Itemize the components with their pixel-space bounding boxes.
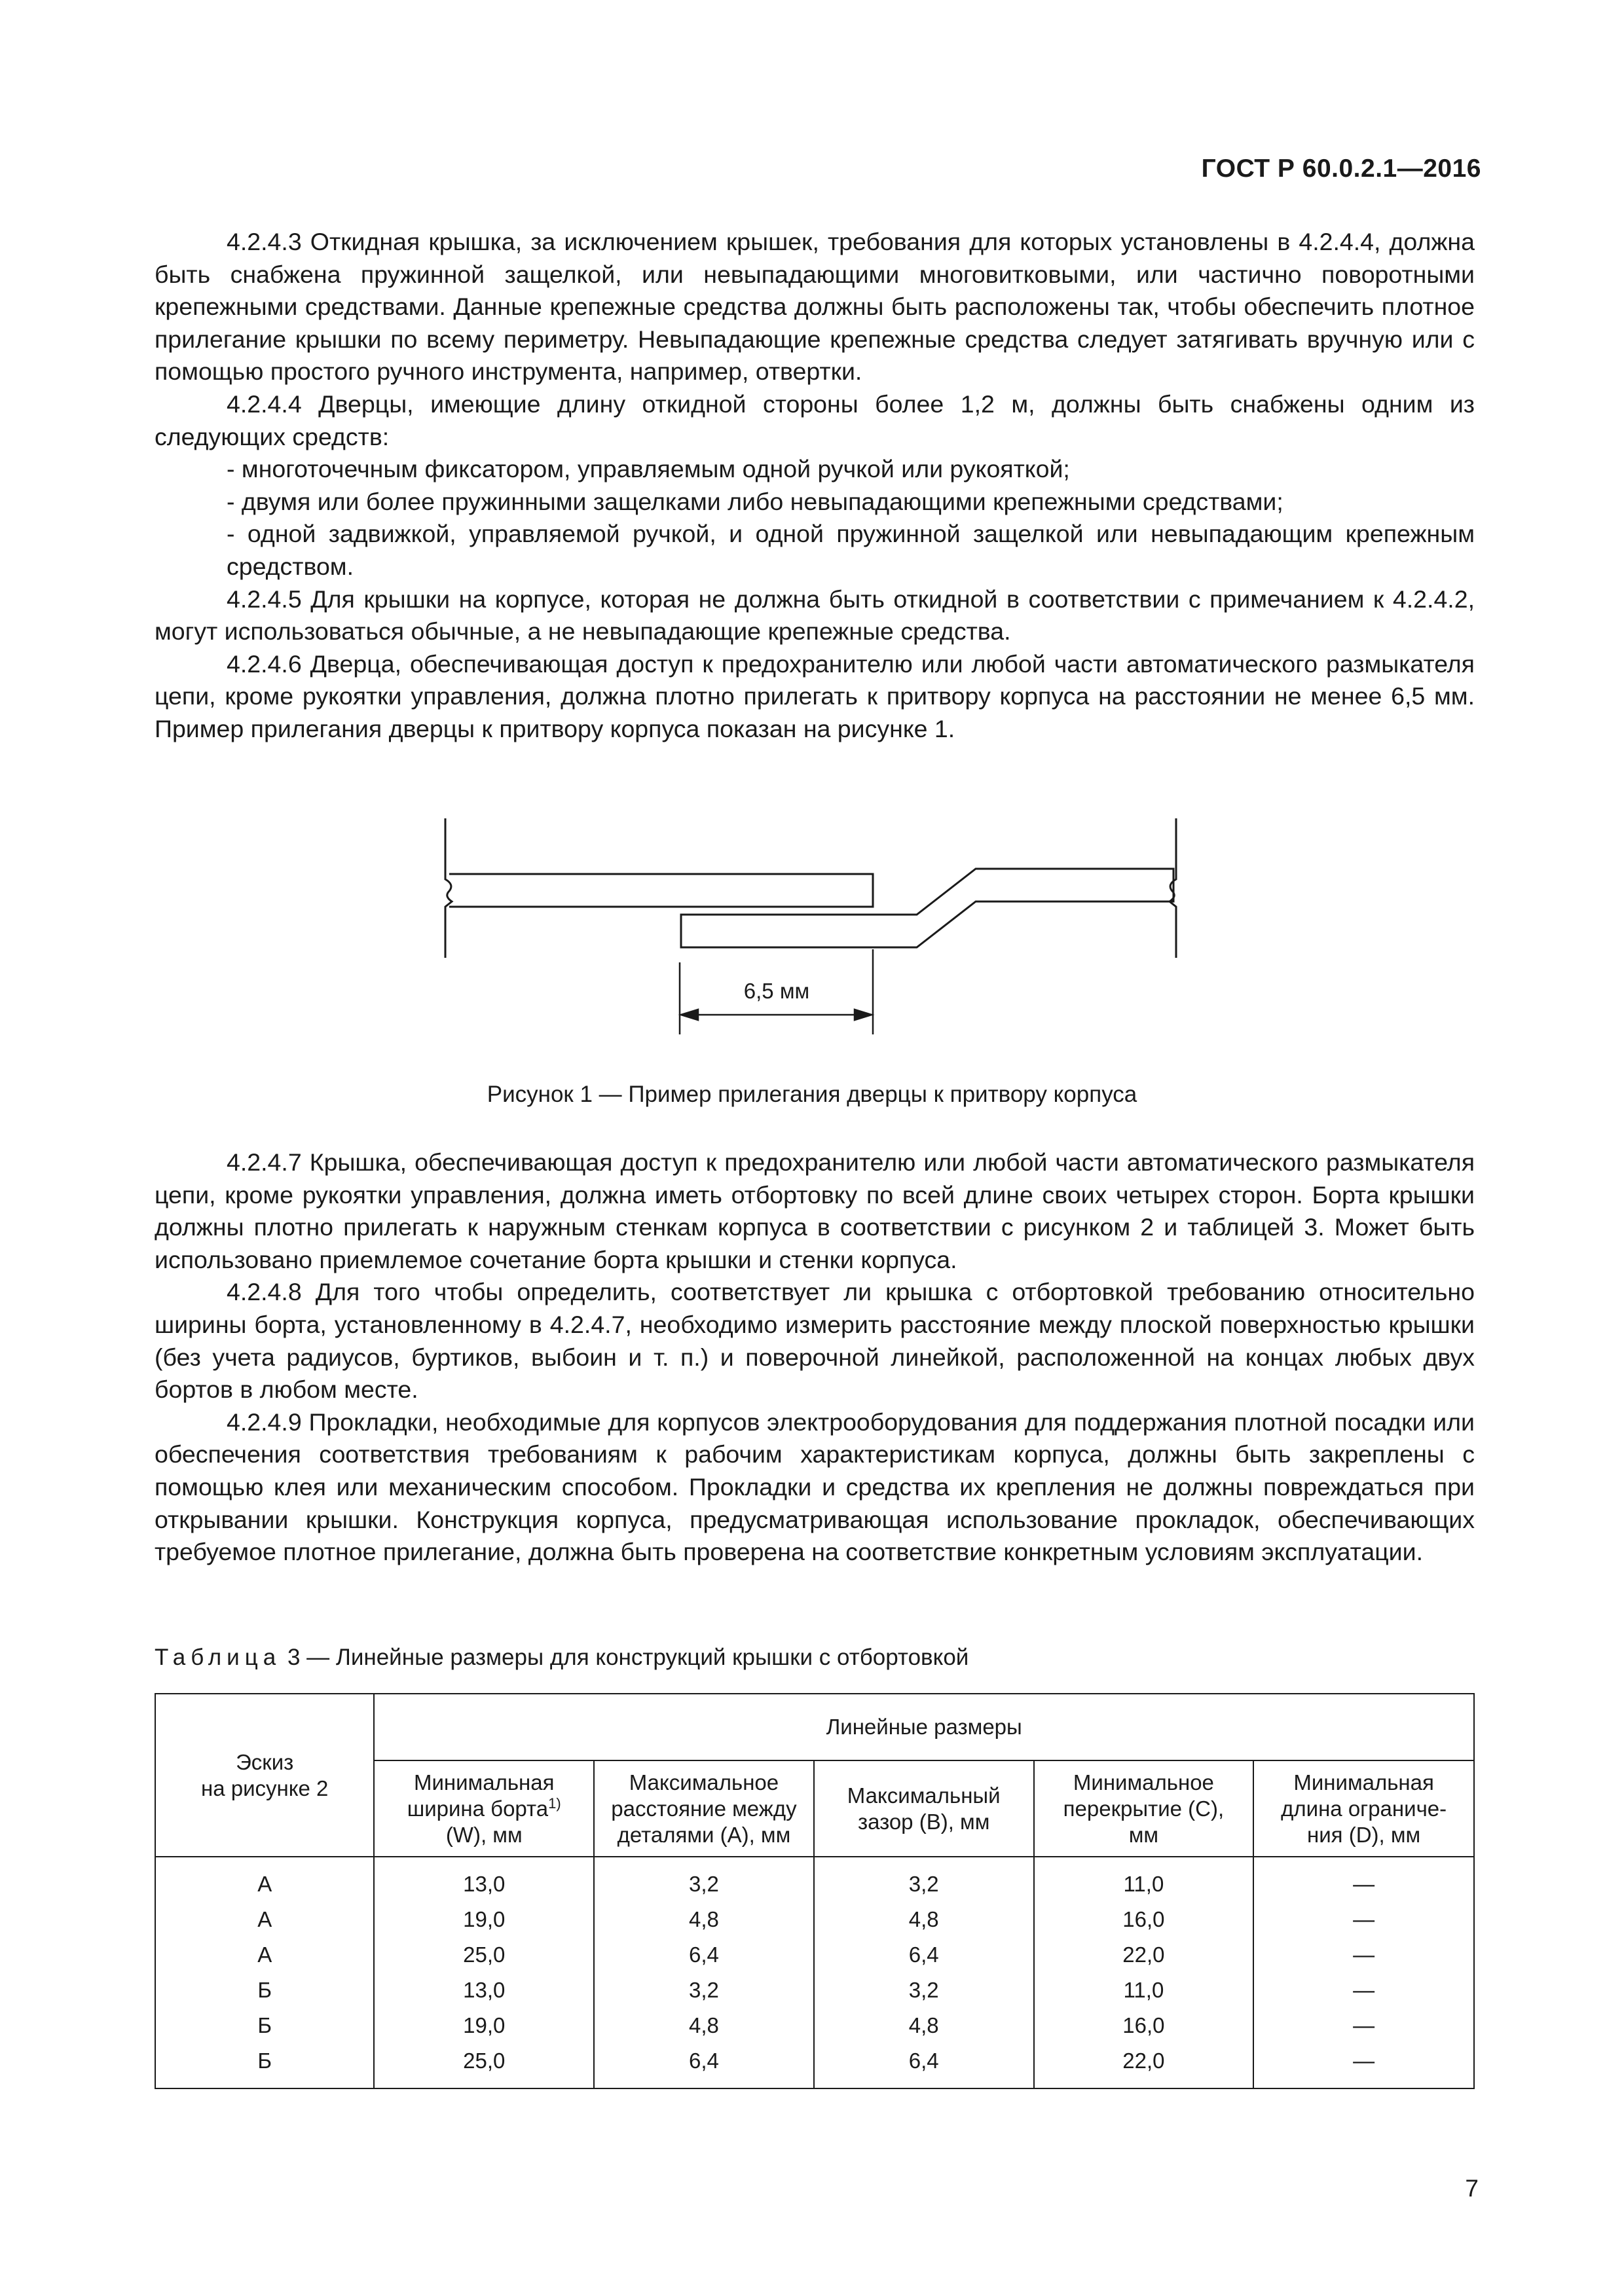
paragraph-4-2-4-8: 4.2.4.8 Для того чтобы определить, соответствует ли крышка с отбортовкой требованию относительно ширины борта, установленному в 4.2.4.7, необходимо измерить расстояние между плоской поверхностью крышки (без учета радиусов, буртиков, выбоин и т. п.) и поверочной линейкой, расположенной на концах любых двух бортов в любом месте. bbox=[155, 1278, 1475, 1404]
linear-dimensions-table bbox=[155, 1693, 1475, 2089]
cell-sketch: А bbox=[155, 1937, 374, 1973]
enclosure-rabbet-plate bbox=[449, 874, 873, 907]
cell-w: 25,0 bbox=[374, 1937, 594, 1973]
cell-a: 6,4 bbox=[594, 1937, 814, 1973]
list-item: - многоточечным фиксатором, управляемым одной ручкой или рукояткой; bbox=[227, 455, 1070, 483]
cell-sketch: Б bbox=[155, 2008, 374, 2043]
cell-c: 16,0 bbox=[1034, 2008, 1254, 2043]
cell-b: 6,4 bbox=[814, 1937, 1034, 1973]
header-max-gap: Максимальный зазор (B), мм bbox=[814, 1760, 1034, 1857]
table-title-prefix: Таблица bbox=[155, 1645, 282, 1670]
body-text-section-1 bbox=[155, 226, 1475, 746]
dimension-label: 6,5 мм bbox=[743, 979, 810, 1003]
paragraph-4-2-4-4: 4.2.4.4 Дверцы, имеющие длину откидной стороны более 1,2 м, должны быть снабжены одним из следующих средств: bbox=[155, 390, 1475, 450]
list-item: - двумя или более пружинными защелками либо невыпадающими крепежными средствами; bbox=[227, 487, 1283, 515]
table-row bbox=[155, 1937, 1474, 1973]
table-row bbox=[155, 1857, 1474, 1902]
cell-d: — bbox=[1253, 1973, 1474, 2008]
paragraph-4-2-4-9: 4.2.4.9 Прокладки, необходимые для корпусов электрооборудования для поддержания плотной посадки или обеспечения соответствия требованиям к рабочим характеристикам корпуса, должны быть закреплены с помощью клея или механическим способом. Прокладки и средства их крепления не должны повреждаться при открывании крышки. Конструкция корпуса, предусматривающая использование прокладок, обеспечивающих требуемое плотное прилегание, должна быть проверена на соответствие конкретным условиям эксплуатации. bbox=[155, 1408, 1475, 1566]
cell-c: 22,0 bbox=[1034, 1937, 1254, 1973]
cell-d: — bbox=[1253, 2043, 1474, 2088]
table-title bbox=[155, 1645, 969, 1671]
figure-caption: Рисунок 1 — Пример прилегания дверцы к притвору корпуса bbox=[487, 1082, 1137, 1107]
cell-b: 4,8 bbox=[814, 1902, 1034, 1937]
table-row bbox=[155, 1973, 1474, 2008]
cell-b: 3,2 bbox=[814, 1857, 1034, 1902]
table-row bbox=[155, 1902, 1474, 1937]
list-item: - одной задвижкой, управляемой ручкой, и одной пружинной защелкой или невыпадающим крепежным средством. bbox=[227, 520, 1475, 580]
page-number: 7 bbox=[1465, 2175, 1479, 2202]
cell-d: — bbox=[1253, 2008, 1474, 2043]
door-plate bbox=[681, 869, 1173, 947]
cell-a: 4,8 bbox=[594, 1902, 814, 1937]
header-min-width: Минимальная ширина борта$^{1)}$ (W), мм bbox=[374, 1760, 594, 1857]
cell-b: 4,8 bbox=[814, 2008, 1034, 2043]
cell-d: — bbox=[1253, 1857, 1474, 1902]
document-header-id: ГОСТ Р 60.0.2.1—2016 bbox=[1201, 155, 1481, 183]
cell-a: 4,8 bbox=[594, 2008, 814, 2043]
paragraph-4-2-4-5: 4.2.4.5 Для крышки на корпусе, которая не должна быть откидной в соответствии с примечанием к 4.2.4.2, могут использоваться обычные, а не невыпадающие крепежные средства. bbox=[155, 585, 1475, 646]
dimension-arrow-right bbox=[855, 1010, 872, 1020]
paragraph-4-2-4-7: 4.2.4.7 Крышка, обеспечивающая доступ к предохранителю или любой части автоматического размыкателя цепи, кроме рукоятки управления, должна иметь отбортовку по всей длине своих четырех сторон. Борта крышки должны плотно прилегать к наружным стенкам корпуса в соответствии с рисунком 2 и таблицей 3. Может быть использовано приемлемое сочетание борта крышки и стенки корпуса. bbox=[155, 1148, 1475, 1273]
body-text-section-2 bbox=[155, 1146, 1475, 1569]
figure-door-fit-diagram bbox=[406, 809, 1218, 1057]
cell-w: 13,0 bbox=[374, 1857, 594, 1902]
cell-sketch: А bbox=[155, 1857, 374, 1902]
left-wall-line bbox=[445, 818, 452, 958]
cell-sketch: Б bbox=[155, 1973, 374, 2008]
cell-w: 13,0 bbox=[374, 1973, 594, 2008]
table-row bbox=[155, 2043, 1474, 2088]
cell-b: 3,2 bbox=[814, 1973, 1034, 2008]
table-row bbox=[155, 2008, 1474, 2043]
dimension-arrow-left bbox=[681, 1010, 698, 1020]
paragraph-4-2-4-6: 4.2.4.6 Дверца, обеспечивающая доступ к предохранителю или любой части автоматического размыкателя цепи, кроме рукоятки управления, должна плотно прилегать к притвору корпуса на расстоянии не менее 6,5 мм. Пример прилегания дверцы к притвору корпуса показан на рисунке 1. bbox=[155, 649, 1475, 742]
cell-d: — bbox=[1253, 1937, 1474, 1973]
cell-a: 6,4 bbox=[594, 2043, 814, 2088]
cell-b: 6,4 bbox=[814, 2043, 1034, 2088]
table-title-text: 3 — Линейные размеры для конструкций крышки с отбортовкой bbox=[281, 1645, 969, 1670]
cell-c: 11,0 bbox=[1034, 1857, 1254, 1902]
cell-c: 22,0 bbox=[1034, 2043, 1254, 2088]
cell-a: 3,2 bbox=[594, 1973, 814, 2008]
cell-d: — bbox=[1253, 1902, 1474, 1937]
cell-a: 3,2 bbox=[594, 1857, 814, 1902]
header-linear-dimensions: Линейные размеры bbox=[374, 1694, 1474, 1760]
cell-sketch: Б bbox=[155, 2043, 374, 2088]
cell-w: 25,0 bbox=[374, 2043, 594, 2088]
header-min-overlap: Минимальное перекрытие (C), мм bbox=[1034, 1760, 1254, 1857]
header-sketch: Эскиз на рисунке 2 bbox=[155, 1694, 374, 1857]
cell-c: 16,0 bbox=[1034, 1902, 1254, 1937]
cell-sketch: А bbox=[155, 1902, 374, 1937]
header-max-distance: Максимальное расстояние между деталями (A), мм bbox=[594, 1760, 814, 1857]
cell-w: 19,0 bbox=[374, 2008, 594, 2043]
cell-c: 11,0 bbox=[1034, 1973, 1254, 2008]
cell-w: 19,0 bbox=[374, 1902, 594, 1937]
paragraph-4-2-4-3: 4.2.4.3 Откидная крышка, за исключением крышек, требования для которых установлены в 4.2.4.4, должна быть снабжена пружинной защелкой, или невыпадающими многовитковыми, или частично поворотными крепежными средствами. Данные крепежные средства должны быть расположены так, чтобы обеспечить плотное прилегание крышки по всему периметру. Невыпадающие крепежные средства следует затягивать вручную или с помощью простого ручного инструмента, например, отвертки. bbox=[155, 228, 1475, 386]
header-min-limit-length: Минимальная длина ограниче- ния (D), мм bbox=[1253, 1760, 1474, 1857]
